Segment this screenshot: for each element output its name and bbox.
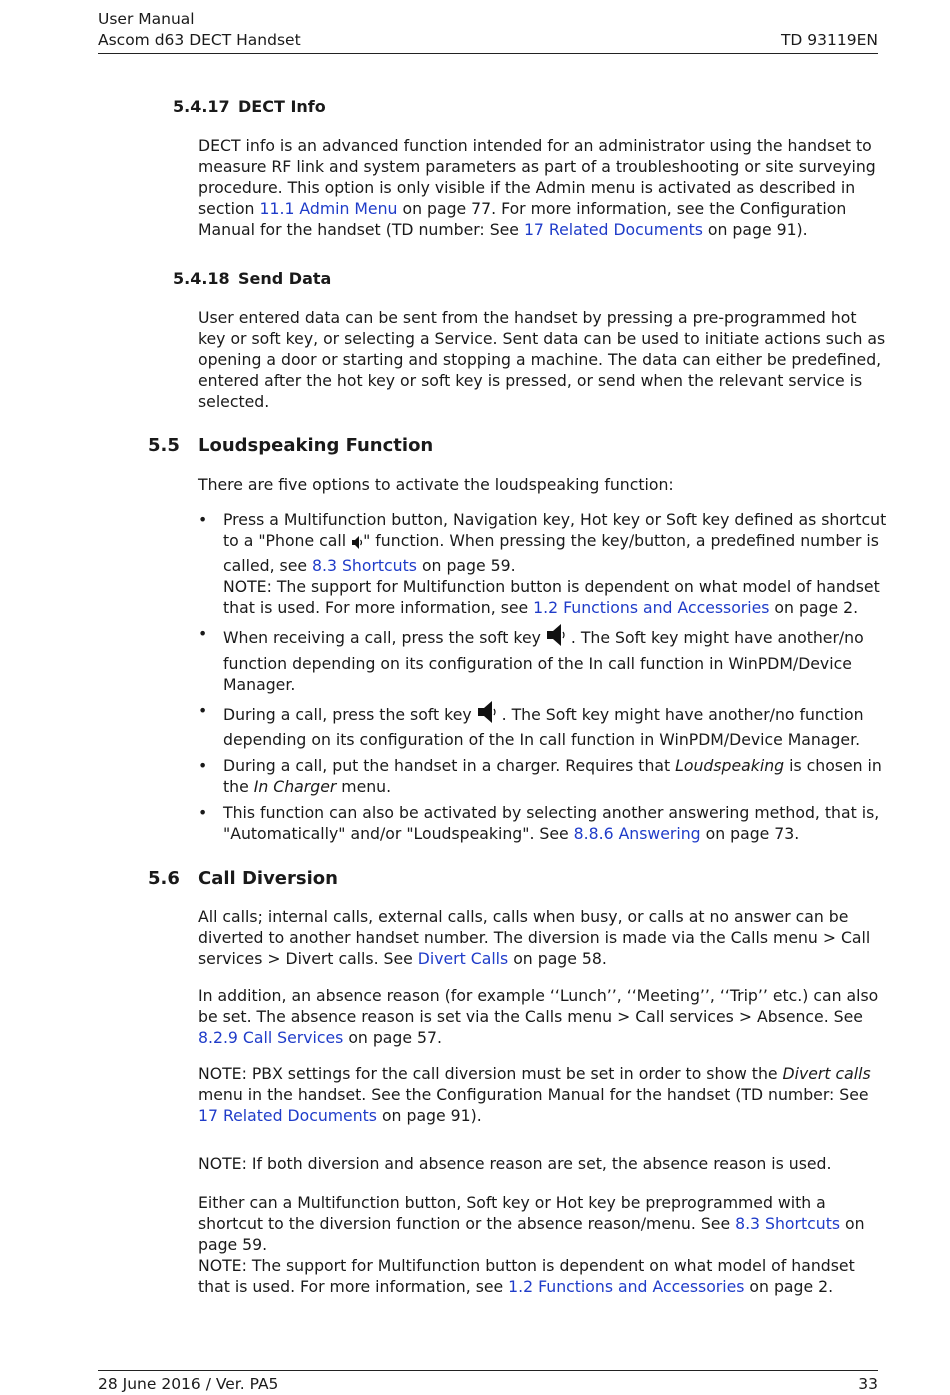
bullet: • <box>198 624 208 644</box>
section-number: 5.4.18 <box>173 269 230 288</box>
list-item <box>198 509 888 618</box>
footer-date-version: 28 June 2016 / Ver. PA5 <box>98 1375 279 1393</box>
text: on page 73. <box>700 824 800 844</box>
paragraph-call-diversion <box>198 906 888 969</box>
text: Either can a Multifunction button, Soft key or Hot key be preprogrammed with a shortcut to the diversion function or the absence reason/menu. See <box>198 1193 826 1234</box>
footer-page-number: 33 <box>858 1375 878 1393</box>
link-shortcuts[interactable]: 8.3 Shortcuts <box>735 1214 841 1234</box>
text: All calls; internal calls, external calls, calls when busy, or calls at no answer can be diverted to another handset number. The diversion is made via the Calls menu > Call services > Divert calls. See <box>198 907 871 969</box>
header-product-name: Ascom d63 DECT Handset <box>98 31 301 49</box>
link-call-services[interactable]: 8.2.9 Call Services <box>198 1028 344 1048</box>
paragraph-loudspeaking-intro: There are five options to activate the loudspeaking function: <box>198 475 674 494</box>
page-footer <box>98 1370 878 1393</box>
text: on page 58. <box>508 949 607 969</box>
loudspeaker-icon <box>546 623 566 652</box>
text: During a call, put the handset in a charger. Requires that <box>223 755 676 775</box>
paragraph-pbx-note <box>198 1063 888 1126</box>
loudspeaker-icon <box>477 700 497 729</box>
text: Divert calls <box>782 1064 871 1083</box>
link-functions-accessories[interactable]: 1.2 Functions and Accessories <box>533 598 770 618</box>
text: on page 91). <box>702 220 808 240</box>
text: Loudspeaking <box>675 755 785 775</box>
header-doc-number: TD 93119EN <box>780 31 878 49</box>
paragraph-shortcut-note <box>198 1192 888 1297</box>
link-related-documents[interactable]: 17 Related Documents <box>198 1106 377 1126</box>
page-header <box>98 9 878 54</box>
text: NOTE: The support for Multifunction button is dependent on what model of handset that is used. For more information, see <box>198 1256 855 1297</box>
list-item <box>198 802 888 844</box>
speaker-icon <box>351 534 363 555</box>
header-manual-title: User Manual <box>98 10 195 28</box>
link-divert-calls[interactable]: Divert Calls <box>417 949 509 969</box>
paragraph-send-data: User entered data can be sent from the handset by pressing a pre-programmed hot key or soft key, or selecting a Service. Sent data can be used to initiate actions such as opening a door or starting and stopping a machine. The data can either be predefined, entered after the hot key or soft key is pressed, or send when the relevant service is selected. <box>198 308 886 412</box>
paragraph-absence-reason <box>198 985 888 1048</box>
section-title: Call Diversion <box>198 868 338 889</box>
list-item <box>198 623 888 694</box>
text: In Charger <box>253 777 337 797</box>
text: on page 2. <box>769 598 859 618</box>
heading-loudspeaking-function <box>148 435 433 457</box>
list-item <box>198 700 888 750</box>
link-shortcuts[interactable]: 8.3 Shortcuts <box>312 556 417 576</box>
section-title: DECT Info <box>238 97 326 116</box>
section-number: 5.4.17 <box>173 97 230 116</box>
heading-dect-info <box>173 97 326 117</box>
bullet: • <box>198 700 208 720</box>
heading-call-diversion <box>148 868 338 890</box>
text: When receiving a call, press the soft key <box>223 628 546 648</box>
paragraph-dect-info <box>198 135 888 240</box>
link-functions-accessories[interactable]: 1.2 Functions and Accessories <box>508 1277 745 1297</box>
text: . The Soft key might have another/no function depending on its configuration of the In call function in WinPDM/Device Manager. <box>223 704 864 749</box>
list-item <box>198 755 888 797</box>
text: menu. <box>336 777 392 797</box>
text: Press a Multifunction button, Navigation key, Hot key or Soft key defined as shortcut to a "Phone call <box>223 510 887 551</box>
section-title: Loudspeaking Function <box>198 435 434 456</box>
text: This function can also be activated by selecting another answering method, that is, "Automatically" and/or "Loudspeaking". See <box>223 803 880 844</box>
paragraph-absence-note: NOTE: If both diversion and absence reason are set, the absence reason is used. <box>198 1154 832 1173</box>
text: on page 77. For more information, see the Configuration Manual for the handset (TD number: See <box>198 199 847 240</box>
text: menu in the handset. See the Configuration Manual for the handset (TD number: See <box>198 1085 869 1105</box>
bullet: • <box>198 510 208 529</box>
text: . The Soft key might have another/no function depending on its configuration of the In call function in WinPDM/Device Manager. <box>223 628 864 694</box>
text: is chosen in the <box>223 755 882 797</box>
link-admin-menu[interactable]: 11.1 Admin Menu <box>259 199 398 219</box>
heading-send-data <box>173 269 331 289</box>
text: NOTE: The support for Multifunction button is dependent on what model of handset that is used. For more information, see <box>223 577 880 618</box>
text: on page 91). <box>376 1106 482 1126</box>
text: NOTE: PBX settings for the call diversion must be set in order to show the <box>198 1064 783 1083</box>
link-related-documents[interactable]: 17 Related Documents <box>523 220 703 240</box>
section-number: 5.5 <box>148 435 180 456</box>
section-number: 5.6 <box>148 868 180 889</box>
bullet: • <box>198 803 208 823</box>
text: During a call, press the soft key <box>223 704 477 724</box>
bullet: • <box>198 755 208 775</box>
loudspeaking-options-list <box>198 509 888 849</box>
text: on page 2. <box>744 1277 834 1297</box>
text: on page 57. <box>343 1028 442 1048</box>
text: DECT info is an advanced function intended for an administrator using the handset to measure RF link and system parameters as part of a troubleshooting or site surveying procedure. This option is only visible if the Admin menu is activated as described in section <box>198 136 876 219</box>
text: " function. When pressing the key/button, a predefined number is called, see <box>223 531 879 576</box>
link-answering[interactable]: 8.8.6 Answering <box>573 824 701 844</box>
section-title: Send Data <box>238 269 332 288</box>
text: on page 59. <box>198 1214 865 1255</box>
text: In addition, an absence reason (for example ‘‘Lunch’’, ‘‘Meeting’’, ‘‘Trip’’ etc.) can also be set. The absence reason is set via the Calls menu > Call services > Absence. See <box>198 986 879 1027</box>
text: on page 59. <box>416 556 516 576</box>
